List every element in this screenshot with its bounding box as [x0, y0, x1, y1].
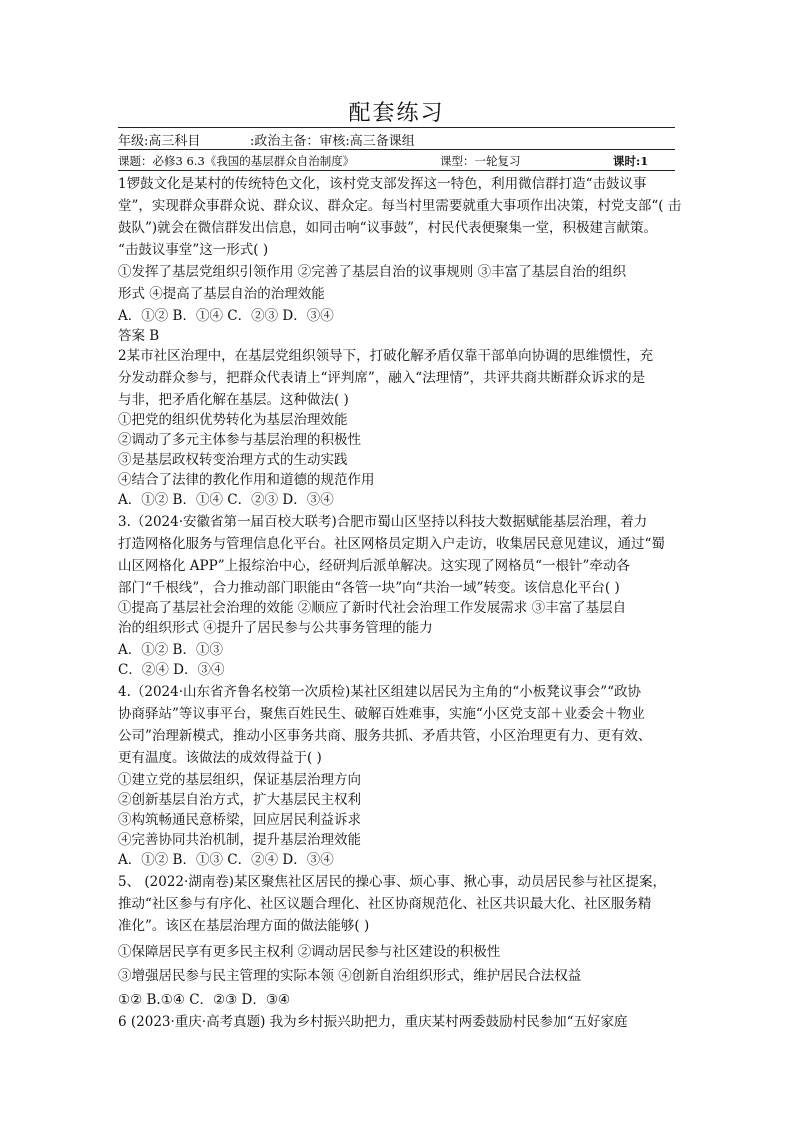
text-line: ④结合了法律的教化作用和道德的规范作用: [118, 472, 375, 488]
text-line: ②创新基层自治方式，扩大基层民主权利: [118, 792, 361, 808]
lesson-topic: 课题：必修3 6.3《我国的基层群众自治制度》: [118, 154, 355, 168]
text-line: ④完善协同共治机制，提升基层治理效能: [118, 832, 361, 848]
text-line: 堂”，实现群众事群众说、群众议、群众定。每当村里需要就重大事项作出决策，村党支部“( 击: [118, 198, 682, 214]
text-line: 打造网格化服务与管理信息化平台。社区网格员定期入户走访，收集居民意见建议，通过“蜀: [118, 536, 665, 552]
text-line: 协商驿站”等议事平台，聚焦百姓民生、破解百姓难事，实施“小区党支部＋业委会＋物业: [118, 706, 645, 722]
lesson-rule: [118, 170, 675, 171]
text-line: 公司”治理新模式，推动小区事务共商、服务共抓、矛盾共管，小区治理更有力、更有效、: [118, 728, 652, 744]
text-line: ③构筑畅通民意桥梁，回应居民利益诉求: [118, 812, 361, 828]
text-line: A．①② B．①③ C．②④ D．③④: [118, 852, 334, 868]
text-line: ①建立党的基层组织，保证基层治理方向: [118, 772, 361, 788]
text-line: ②调动了多元主体参与基层治理的积极性: [118, 432, 361, 448]
text-line: 更有温度。该做法的成效得益于( ): [118, 750, 322, 766]
text-line: 1锣鼓文化是某村的传统特色文化，该村党支部发挥这一特色，利用微信群打造“击鼓议事: [118, 176, 647, 192]
text-line: 2某市社区治理中，在基层党组织领导下，打破化解矛盾仅靠干部单向协调的思维惯性，充: [118, 348, 654, 364]
lesson-hours: 课时:1: [613, 154, 649, 168]
text-line: 鼓队”)就会在微信群发出信息，如同击响“议事鼓”，村民代表便聚集一堂，积极建言献策。: [118, 220, 657, 236]
header-rule: [118, 149, 675, 150]
text-line: 山区网格化 APP”上报综治中心，经研判后派单解决。这实现了网格员“一根针”牵动各: [118, 558, 630, 574]
text-line: 答案 B: [118, 328, 160, 344]
text-line: 分发动群众参与，把群众代表请上“评判席”，融入“法理情”，共评共商共断群众诉求的是: [118, 370, 646, 386]
text-line: 推动“社区参与有序化、社区议题合理化、社区协商规范化、社区共识最大化、社区服务精: [118, 896, 652, 912]
text-line: ①把党的组织优势转化为基层治理效能: [118, 412, 348, 428]
text-line: 6 (2023·重庆·高考真题) 我为乡村振兴助把力，重庆某村两委鼓励村民参加“五好家庭: [118, 1014, 628, 1030]
text-line: A．①② B．①④ C．②③ D．③④: [118, 492, 334, 508]
lesson-type: 课型：一轮复习: [440, 154, 521, 168]
text-line: 准化”。该区在基层治理方面的做法能够( ): [118, 918, 370, 934]
text-line: 3.（2024·安徽省第一届百校大联考)合肥市蜀山区坚持以科技大数据赋能基层治理，着力: [118, 514, 648, 530]
header-role: :政治主备：审核:高三备课组: [250, 134, 415, 149]
text-line: C．②④ D．③④: [118, 662, 225, 678]
text-line: 4.（2024·山东省齐鲁名校第一次质检)某社区组建以居民为主角的“小板凳议事会”“政协: [118, 684, 641, 700]
text-line: A．①② B．①③: [118, 642, 223, 658]
text-line: 部门“千根线”，合力推动部门职能由“各管一块”向“共治一域”转变。该信息化平台( ): [118, 580, 620, 596]
text-line: 形式 ④提高了基层自治的治理效能: [118, 286, 325, 302]
text-line: ①提高了基层社会治理的效能 ②顺应了新时代社会治理工作发展需求 ③丰富了基层自: [118, 600, 627, 616]
text-line: 与非，把矛盾化解在基层。这种做法( ): [118, 392, 349, 408]
page-title: 配套练习: [348, 101, 445, 126]
text-line: ③增强居民参与民主管理的实际本领 ④创新自治组织形式，维护居民合法权益: [118, 968, 582, 984]
text-line: A．①② B．①④ C．②③ D．③④: [118, 308, 334, 324]
text-line: ①保障居民享有更多民主权利 ②调动居民参与社区建设的积极性: [118, 944, 501, 960]
text-line: ③是基层政权转变治理方式的生动实践: [118, 452, 348, 468]
header-grade: 年级:高三科目: [118, 134, 201, 149]
text-line: 5、 (2022·湖南卷)某区聚焦社区居民的操心事、烦心事、揪心事，动员居民参与社区提案，: [118, 874, 667, 890]
text-line: 治的组织形式 ④提升了居民参与公共事务管理的能力: [118, 620, 433, 636]
text-line: “击鼓议事堂”这一形式( ): [118, 242, 269, 258]
text-line: ①发挥了基层党组织引领作用 ②完善了基层自治的议事规则 ③丰富了基层自治的组织: [118, 264, 627, 280]
text-line: ①② B.①④ C．②③ D．③④: [118, 992, 291, 1008]
title-rule-top: [118, 127, 675, 128]
